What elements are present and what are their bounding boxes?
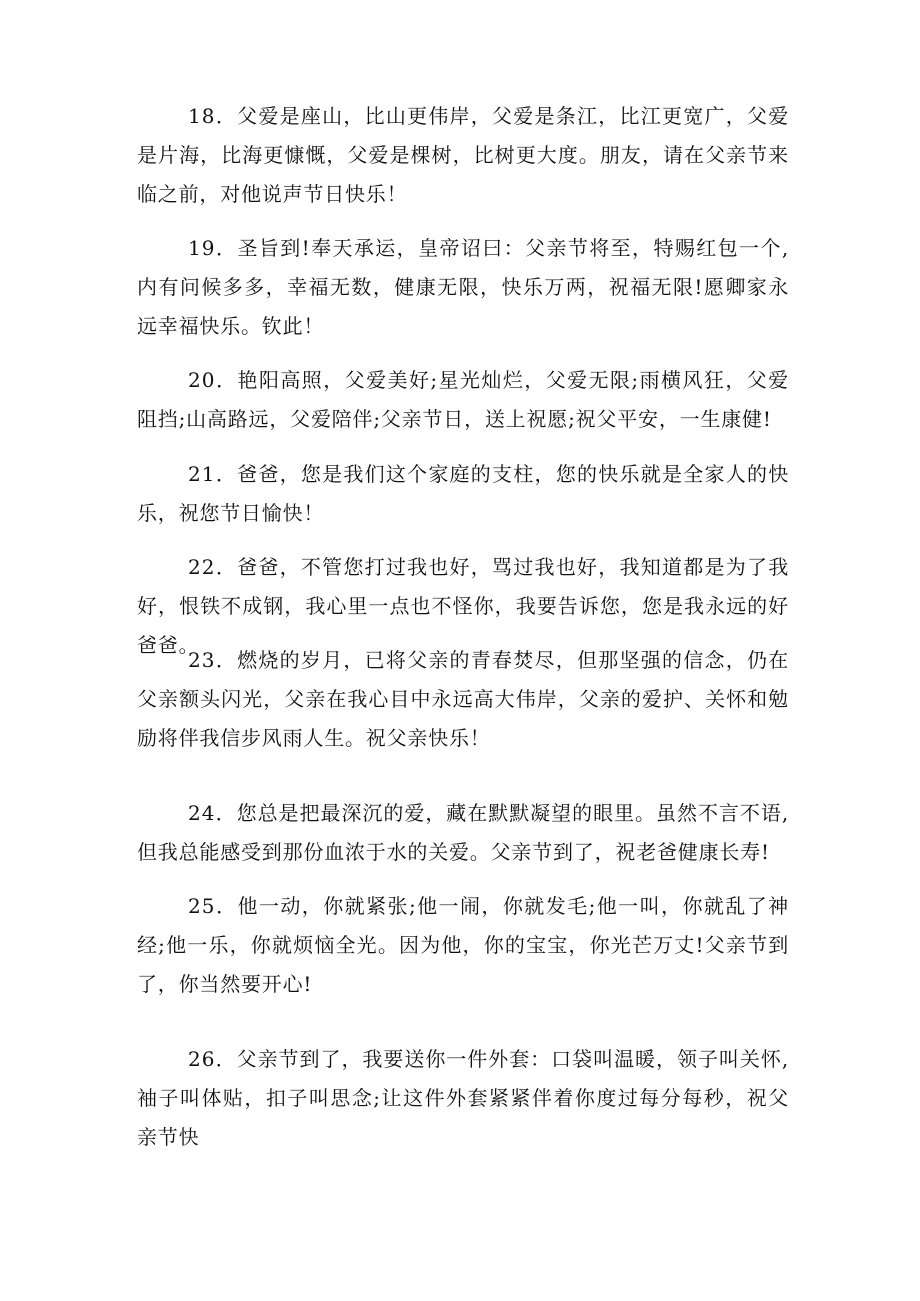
paragraph-23	[137, 641, 789, 758]
paragraph-18	[137, 97, 789, 214]
paragraph-text: ．父爱是座山，比山更伟岸，父爱是条江，比江更宽广，父爱是片海，比海更慷慨，父爱是棵树，比树更大度。朋友，请在父亲节来临之前，对他说声节日快乐！	[137, 104, 789, 206]
paragraph-number: 25	[188, 894, 216, 918]
paragraph-20	[137, 361, 789, 439]
paragraph-26	[137, 1040, 789, 1157]
paragraph-number: 18	[188, 104, 216, 128]
paragraph-text: ．燃烧的岁月，已将父亲的青春焚尽，但那坚强的信念，仍在父亲额头闪光，父亲在我心目中永远高大伟岸，父亲的爱护、关怀和勉励将伴我信步风雨人生。祝父亲快乐！	[137, 648, 789, 750]
paragraph-number: 20	[188, 368, 216, 392]
paragraph-number: 23	[188, 648, 216, 672]
paragraph-text: ．父亲节到了，我要送你一件外套：口袋叫温暖，领子叫关怀,袖子叫体贴，扣子叫思念;让这件外套紧紧伴着你度过每分每秒，祝父亲节快	[137, 1047, 789, 1149]
paragraph-number: 21	[188, 462, 216, 486]
paragraph-21	[137, 455, 789, 533]
paragraph-text: ．他一动，你就紧张;他一闹，你就发毛;他一叫，你就乱了神经;他一乐，你就烦恼全光。因为他，你的宝宝，你光芒万丈!父亲节到了，你当然要开心!	[137, 894, 789, 996]
paragraph-number: 26	[188, 1047, 216, 1071]
paragraph-number: 24	[188, 801, 216, 825]
paragraph-text: ．艳阳高照，父爱美好;星光灿烂，父爱无限;雨横风狂，父爱阻挡;山高路远，父爱陪伴;父亲节日，送上祝愿;祝父平安，一生康健!	[137, 368, 789, 431]
paragraph-text: ．爸爸，不管您打过我也好，骂过我也好，我知道都是为了我好，恨铁不成钢，我心里一点也不怪你，我要告诉您，您是我永远的好爸爸。	[137, 555, 789, 657]
paragraph-text: ．爸爸，您是我们这个家庭的支柱，您的快乐就是全家人的快乐，祝您节日愉快！	[137, 462, 789, 525]
paragraph-24	[137, 794, 789, 872]
paragraph-number: 22	[188, 555, 216, 579]
paragraph-19	[137, 229, 789, 346]
paragraph-text: ．您总是把最深沉的爱，藏在默默凝望的眼里。虽然不言不语,但我总能感受到那份血浓于水的关爱。父亲节到了，祝老爸健康长寿!	[137, 801, 789, 864]
paragraph-text: ．圣旨到!奉天承运，皇帝诏曰：父亲节将至，特赐红包一个,内有问候多多，幸福无数，健康无限，快乐万两，祝福无限!愿卿家永远幸福快乐。钦此！	[137, 236, 789, 338]
paragraph-25	[137, 887, 789, 1004]
paragraph-number: 19	[188, 236, 216, 260]
